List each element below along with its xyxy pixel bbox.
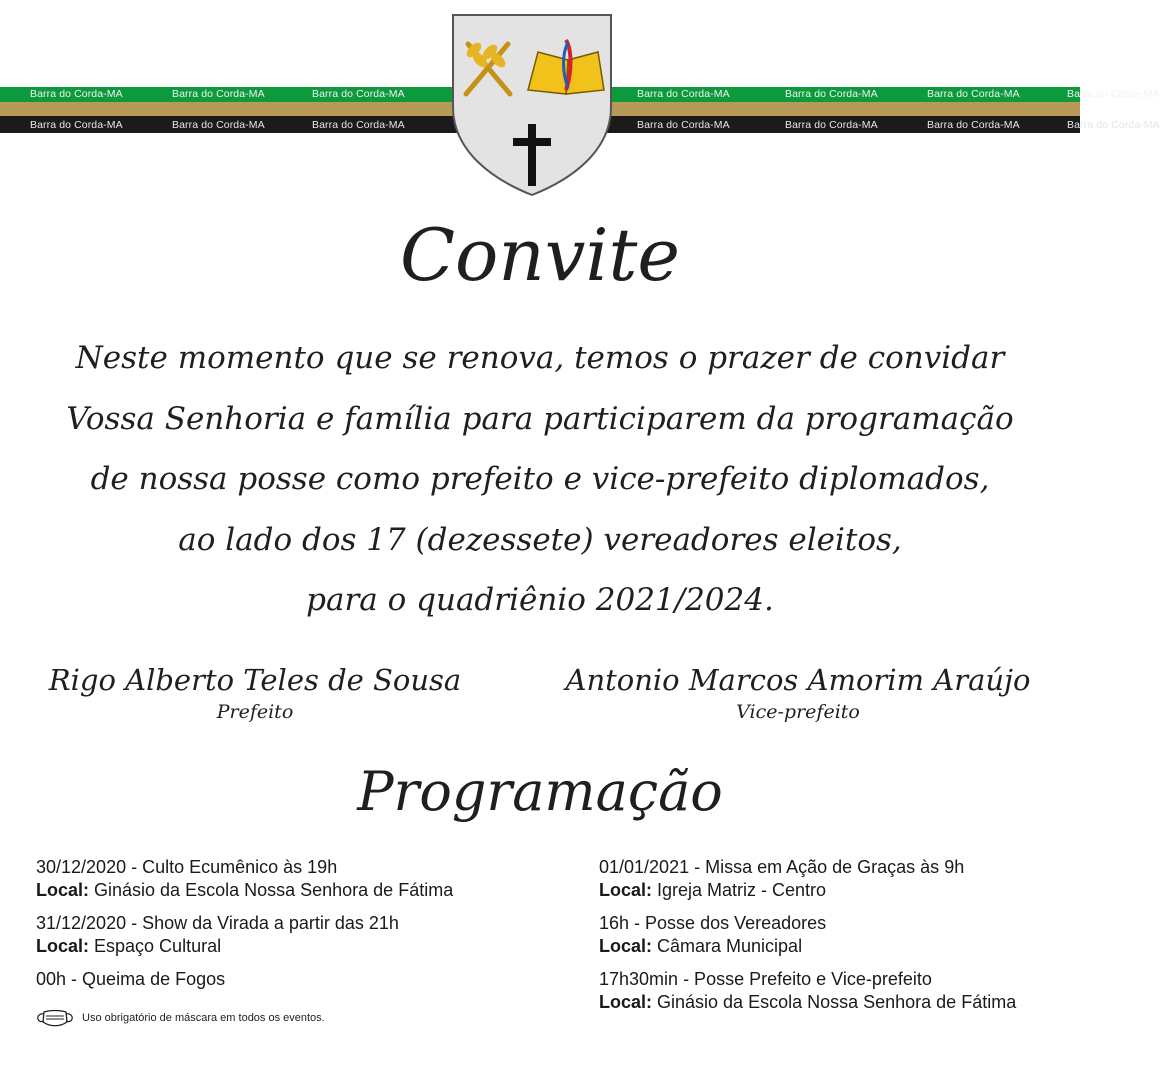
stripe-city-label: Barra do Corda-MA bbox=[927, 119, 1020, 131]
program-event bbox=[599, 968, 1069, 1014]
stripe-city-label: Barra do Corda-MA bbox=[1067, 119, 1160, 131]
invitation-line: para o quadriênio 2021/2024. bbox=[306, 582, 774, 618]
mask-notice bbox=[36, 1008, 325, 1028]
signature-role: Prefeito bbox=[216, 701, 294, 723]
signature-name: Rigo Alberto Teles de Sousa bbox=[48, 663, 462, 697]
event-date: 00h bbox=[36, 969, 67, 989]
event-description: - Missa em Ação de Graças às 9h bbox=[689, 857, 965, 877]
invitation-line: Vossa Senhoria e família para participarem da programação bbox=[66, 400, 1014, 437]
mask-notice-text: Uso obrigatório de máscara em todos os eventos. bbox=[82, 1012, 325, 1024]
signature-mayor bbox=[30, 660, 480, 724]
event-description: - Posse dos Vereadores bbox=[629, 913, 827, 933]
invitation-title: Convite bbox=[399, 213, 681, 297]
municipal-crest bbox=[450, 12, 614, 198]
stripe-city-label: Barra do Corda-MA bbox=[637, 88, 730, 100]
signature-vice-mayor bbox=[548, 660, 1048, 724]
signature-name: Antonio Marcos Amorim Araújo bbox=[565, 663, 1031, 697]
program-column-left bbox=[36, 856, 556, 1001]
stripe-city-label: Barra do Corda-MA bbox=[785, 119, 878, 131]
event-date: 31/12/2020 bbox=[36, 913, 127, 933]
stripe-city-label: Barra do Corda-MA bbox=[172, 119, 265, 131]
stripe-city-label: Barra do Corda-MA bbox=[785, 88, 878, 100]
program-event bbox=[36, 912, 556, 958]
stripe-city-label: Barra do Corda-MA bbox=[1067, 88, 1160, 100]
event-location-label: Local: bbox=[36, 880, 90, 900]
event-location-label: Local: bbox=[599, 880, 653, 900]
event-location: Câmara Municipal bbox=[652, 936, 803, 956]
signature-role: Vice-prefeito bbox=[736, 701, 860, 723]
invitation-text bbox=[30, 328, 1050, 631]
event-location: Igreja Matriz - Centro bbox=[652, 880, 827, 900]
event-location-label: Local: bbox=[36, 936, 90, 956]
stripe-city-label: Barra do Corda-MA bbox=[637, 119, 730, 131]
event-location-label: Local: bbox=[599, 936, 653, 956]
program-event bbox=[36, 968, 556, 991]
stripe-city-label: Barra do Corda-MA bbox=[30, 119, 123, 131]
event-date: 30/12/2020 bbox=[36, 857, 127, 877]
event-description: - Culto Ecumênico às 19h bbox=[126, 857, 338, 877]
event-description: - Show da Virada a partir das 21h bbox=[126, 913, 399, 933]
stripe-city-label: Barra do Corda-MA bbox=[172, 88, 265, 100]
event-date: 17h30min bbox=[599, 969, 679, 989]
event-location: Espaço Cultural bbox=[89, 936, 222, 956]
event-date: 01/01/2021 bbox=[599, 857, 690, 877]
program-event bbox=[599, 856, 1069, 902]
invitation-line: Neste momento que se renova, temos o prazer de convidar bbox=[75, 340, 1005, 376]
stripe-city-label: Barra do Corda-MA bbox=[927, 88, 1020, 100]
event-date: 16h bbox=[599, 913, 630, 933]
program-event bbox=[599, 912, 1069, 958]
invitation-line: ao lado dos 17 (dezessete) vereadores eleitos, bbox=[178, 521, 902, 558]
event-description: - Queima de Fogos bbox=[66, 969, 226, 989]
stripe-city-label: Barra do Corda-MA bbox=[30, 88, 123, 100]
stripe-city-label: Barra do Corda-MA bbox=[312, 119, 405, 131]
event-description: - Posse Prefeito e Vice-prefeito bbox=[678, 969, 932, 989]
event-location-label: Local: bbox=[599, 992, 653, 1012]
stripe-city-label: Barra do Corda-MA bbox=[312, 88, 405, 100]
invitation-line: de nossa posse como prefeito e vice-prefeito diplomados, bbox=[90, 461, 990, 497]
face-mask-icon bbox=[36, 1008, 74, 1028]
event-location: Ginásio da Escola Nossa Senhora de Fátima bbox=[89, 880, 454, 900]
event-location: Ginásio da Escola Nossa Senhora de Fátima bbox=[652, 992, 1017, 1012]
program-column-right bbox=[599, 856, 1069, 1024]
program-title: Programação bbox=[357, 760, 723, 823]
program-event bbox=[36, 856, 556, 902]
